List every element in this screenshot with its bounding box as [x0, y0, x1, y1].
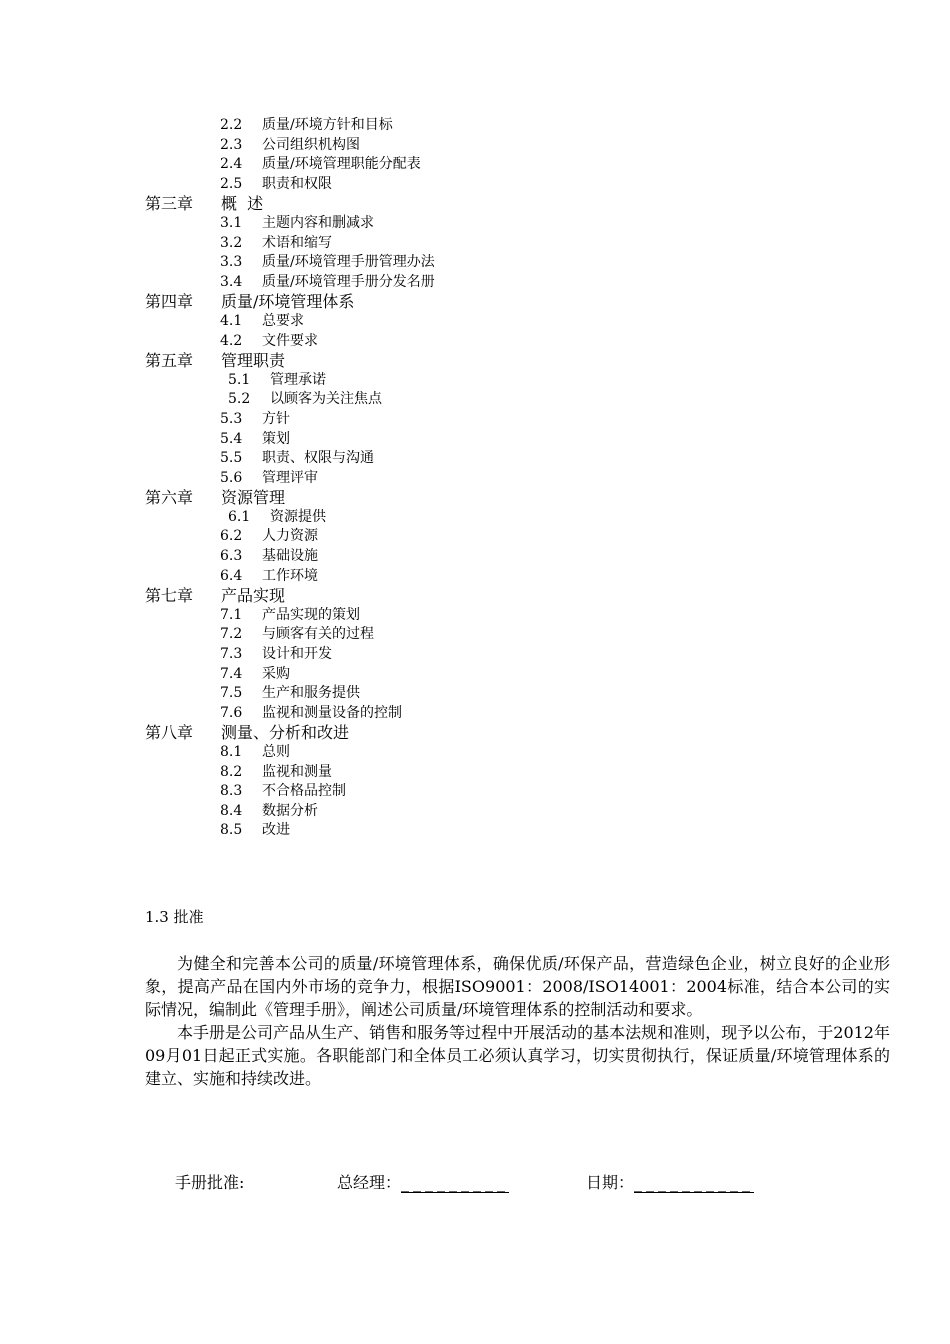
toc-title: 策划 — [262, 430, 290, 447]
toc-title: 术语和缩写 — [262, 234, 332, 251]
toc-number: 8.5 — [220, 822, 243, 839]
toc-number: 5.5 — [220, 450, 243, 467]
general-manager-signature — [337, 1170, 509, 1193]
toc-number: 4.2 — [220, 332, 243, 349]
date-signature — [586, 1170, 754, 1193]
toc-number: 2.5 — [220, 175, 243, 192]
toc-number: 7.4 — [220, 665, 243, 682]
toc-section — [145, 625, 845, 645]
toc-section — [145, 449, 845, 469]
toc-number: 第七章 — [145, 586, 194, 606]
toc-section — [145, 332, 845, 352]
toc-section — [145, 802, 845, 822]
toc-section — [145, 665, 845, 685]
toc-number: 8.2 — [220, 763, 243, 780]
toc-title: 职责、权限与沟通 — [262, 450, 374, 467]
toc-number: 7.5 — [220, 685, 243, 702]
manual-approval-label: 手册批准: — [175, 1173, 245, 1192]
toc-section — [145, 743, 845, 763]
toc-title: 管理评审 — [262, 469, 318, 486]
toc-number: 5.4 — [220, 430, 243, 447]
toc-number: 4.1 — [220, 312, 243, 329]
toc-number: 6.4 — [220, 567, 243, 584]
toc-title: 与顾客有关的过程 — [262, 626, 374, 643]
toc-section — [145, 469, 845, 489]
general-manager-label: 总经理： — [337, 1173, 402, 1192]
toc-title: 产品实现的策划 — [262, 606, 360, 623]
toc-section — [145, 253, 845, 273]
date-blank: __________ — [634, 1173, 755, 1192]
toc-number: 8.4 — [220, 802, 243, 819]
toc-number: 第八章 — [145, 723, 194, 743]
toc-section — [145, 606, 845, 626]
toc-number: 第五章 — [145, 351, 194, 371]
toc-section — [145, 782, 845, 802]
toc-chapter — [145, 292, 845, 312]
toc-title: 资源管理 — [221, 488, 286, 508]
toc-number: 3.3 — [220, 254, 243, 271]
toc-number: 2.3 — [220, 136, 243, 153]
toc-title: 质量/环境方针和目标 — [262, 117, 393, 133]
toc-number: 第四章 — [145, 292, 194, 312]
toc-section — [145, 704, 845, 724]
toc-section — [145, 645, 845, 665]
toc-number: 7.6 — [220, 704, 243, 721]
toc-number: 8.1 — [220, 744, 243, 760]
toc-number: 7.2 — [220, 626, 243, 643]
approval-paragraph-2: 本手册是公司产品从生产、销售和服务等过程中开展活动的基本法规和准则，现予以公布，于2012年09月01日起正式实施。各职能部门和全体员工必须认真学习，切实贯彻执行，保证质量/环境管理体系的建立、实施和持续改进。 — [145, 1023, 890, 1088]
toc-title: 概 述 — [221, 194, 264, 214]
toc-number: 5.1 — [228, 371, 251, 388]
toc-title: 工作环境 — [262, 567, 318, 584]
toc-title: 管理承诺 — [270, 371, 326, 388]
general-manager-blank: _________ — [401, 1173, 510, 1192]
toc-chapter — [145, 194, 845, 214]
toc-number: 6.2 — [220, 528, 243, 545]
approval-text — [145, 952, 890, 1090]
toc-title: 不合格品控制 — [262, 783, 346, 800]
toc-title: 文件要求 — [262, 332, 318, 349]
table-of-contents — [145, 116, 845, 841]
toc-section — [145, 763, 845, 783]
toc-number: 第六章 — [145, 488, 194, 508]
toc-section — [145, 508, 845, 528]
toc-title: 公司组织机构图 — [262, 136, 360, 153]
toc-title: 总则 — [262, 744, 290, 760]
toc-chapter — [145, 351, 845, 371]
toc-section — [145, 821, 845, 841]
toc-title: 数据分析 — [262, 802, 318, 819]
toc-section — [145, 371, 845, 391]
toc-number: 2.2 — [220, 117, 243, 133]
toc-title: 改进 — [262, 822, 290, 839]
toc-number: 5.6 — [220, 469, 243, 486]
toc-section — [145, 214, 845, 234]
toc-title: 生产和服务提供 — [262, 685, 360, 702]
toc-title: 质量/环境管理手册分发名册 — [262, 273, 435, 290]
toc-section — [145, 410, 845, 430]
toc-chapter — [145, 488, 845, 508]
toc-number: 3.2 — [220, 234, 243, 251]
toc-title: 人力资源 — [262, 528, 318, 545]
toc-title: 产品实现 — [221, 586, 286, 606]
toc-number: 3.4 — [220, 273, 243, 290]
toc-title: 资源提供 — [270, 508, 326, 525]
toc-section — [145, 234, 845, 254]
toc-chapter — [145, 586, 845, 606]
toc-title: 以顾客为关注焦点 — [270, 391, 382, 408]
toc-title: 监视和测量设备的控制 — [262, 704, 402, 721]
toc-number: 8.3 — [220, 783, 243, 800]
toc-number: 7.1 — [220, 606, 243, 623]
toc-number: 7.3 — [220, 646, 243, 663]
toc-section — [145, 527, 845, 547]
toc-title: 管理职责 — [221, 351, 286, 371]
toc-title: 质量/环境管理手册管理办法 — [262, 254, 435, 271]
toc-section — [145, 430, 845, 450]
toc-section — [145, 390, 845, 410]
toc-title: 总要求 — [262, 312, 304, 329]
toc-title: 主题内容和删减求 — [262, 214, 374, 231]
toc-title: 采购 — [262, 665, 290, 682]
toc-number: 5.3 — [220, 410, 243, 427]
approval-paragraph-1: 为健全和完善本公司的质量/环境管理体系，确保优质/环保产品，营造绿色企业，树立良好的企业形象，提高产品在国内外市场的竞争力，根据ISO9001：2008/ISO14001：2004标准，结合本公司的实际情况，编制此《管理手册》，阐述公司质量/环境管理体系的控制活动和要求。 — [145, 954, 890, 1019]
toc-title: 方针 — [262, 410, 290, 427]
toc-section — [145, 684, 845, 704]
section-heading: 1.3 批准 — [145, 908, 204, 926]
toc-section — [145, 175, 845, 195]
toc-section — [145, 273, 845, 293]
toc-section — [145, 155, 845, 175]
toc-section — [145, 312, 845, 332]
toc-title: 基础设施 — [262, 548, 318, 565]
toc-number: 2.4 — [220, 156, 243, 173]
toc-number: 3.1 — [220, 214, 243, 231]
toc-section — [145, 136, 845, 156]
toc-title: 质量/环境管理职能分配表 — [262, 156, 421, 173]
toc-title: 职责和权限 — [262, 175, 332, 192]
date-label: 日期： — [586, 1173, 635, 1192]
toc-title: 测量、分析和改进 — [221, 723, 350, 743]
toc-section — [145, 116, 845, 136]
toc-number: 6.1 — [228, 508, 251, 525]
toc-section — [145, 567, 845, 587]
toc-title: 设计和开发 — [262, 646, 332, 663]
toc-section — [145, 547, 845, 567]
toc-number: 6.3 — [220, 548, 243, 565]
toc-number: 第三章 — [145, 194, 194, 214]
toc-title: 质量/环境管理体系 — [221, 292, 355, 312]
toc-title: 监视和测量 — [262, 763, 332, 780]
toc-chapter — [145, 723, 845, 743]
toc-number: 5.2 — [228, 391, 251, 408]
